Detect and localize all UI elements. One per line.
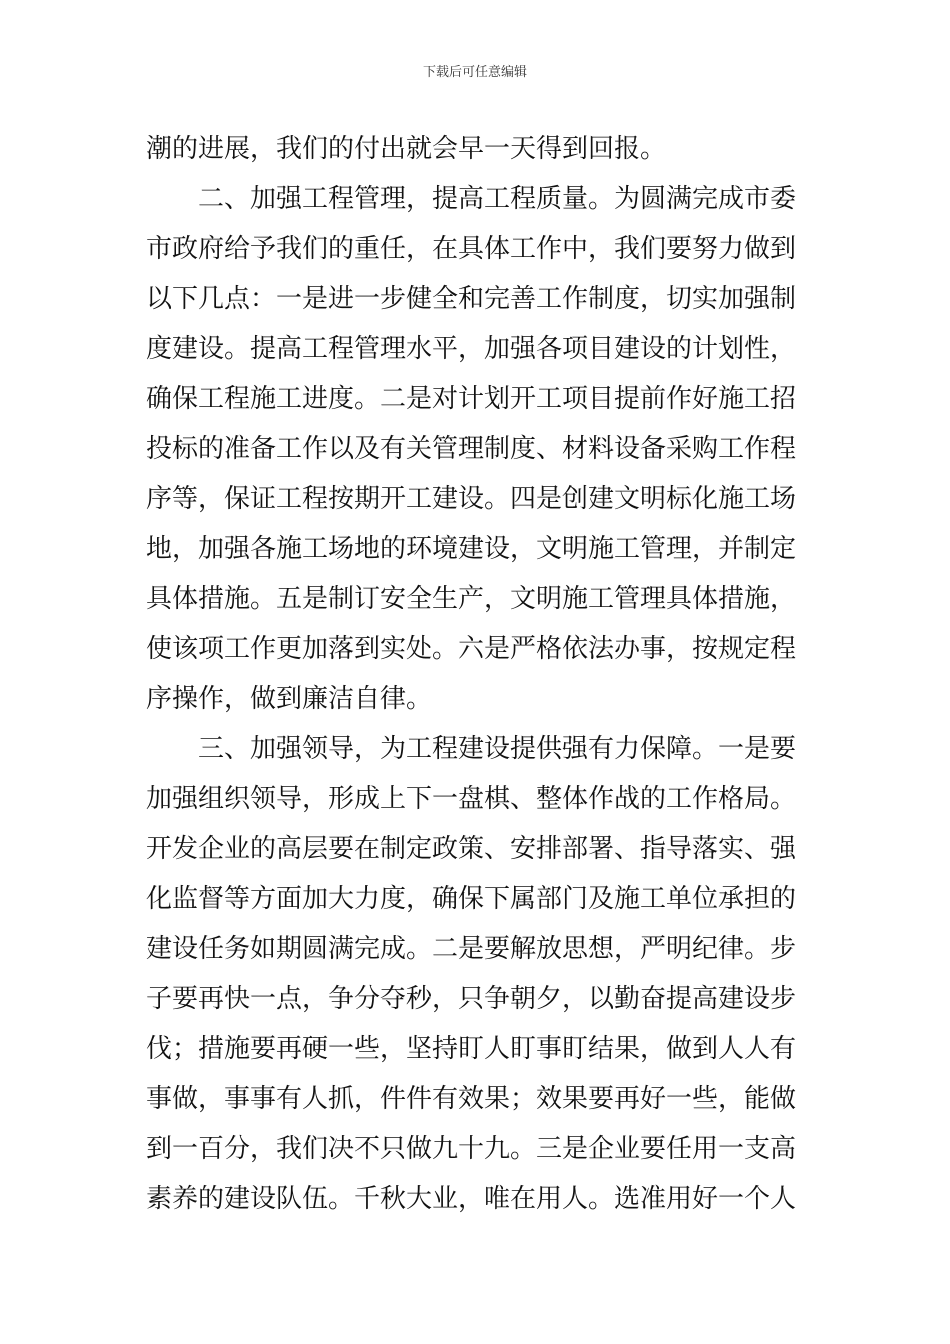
text-line: 素养的建设队伍。千秋大业，唯在用人。选准用好一个人 [146, 1184, 797, 1214]
text-line: 事做，事事有人抓，件件有效果；效果要再好一些，能做 [146, 1084, 797, 1114]
text-line: 地，加强各施工场地的环境建设，文明施工管理，并制定 [146, 534, 797, 564]
text-line: 确保工程施工进度。二是对计划开工项目提前作好施工招 [146, 384, 797, 414]
text-line: 建设任务如期圆满完成。二是要解放思想，严明纪律。步 [146, 934, 797, 964]
text-line: 子要再快一点，争分夺秒，只争朝夕，以勤奋提高建设步 [146, 984, 797, 1014]
text-line: 投标的准备工作以及有关管理制度、材料设备采购工作程 [146, 434, 797, 464]
page-header: 下载后可任意编辑 [422, 65, 527, 80]
text-line: 市政府给予我们的重任，在具体工作中，我们要努力做到 [146, 234, 797, 264]
text-line: 化监督等方面加大力度，确保下属部门及施工单位承担的 [146, 884, 797, 914]
text-line: 使该项工作更加落到实处。六是严格依法办事，按规定程 [146, 634, 797, 664]
text-line: 序等，保证工程按期开工建设。四是创建文明标化施工场 [146, 484, 797, 514]
document-body [146, 124, 806, 1224]
text-line: 序操作，做到廉洁自律。 [146, 684, 433, 714]
text-line: 开发企业的高层要在制定政策、安排部署、指导落实、强 [146, 834, 797, 864]
paragraph-start-line: 二、加强工程管理，提高工程质量。为圆满完成市委 [198, 184, 797, 214]
text-line: 度建设。提高工程管理水平，加强各项目建设的计划性， [146, 334, 797, 364]
text-line: 潮的进展，我们的付出就会早一天得到回报。 [146, 134, 667, 164]
paragraph-start-line: 三、加强领导，为工程建设提供强有力保障。一是要 [198, 734, 797, 764]
text-line: 以下几点：一是进一步健全和完善工作制度，切实加强制 [146, 284, 797, 314]
text-line: 具体措施。五是制订安全生产，文明施工管理具体措施， [146, 584, 797, 614]
text-line: 加强组织领导，形成上下一盘棋、整体作战的工作格局。 [146, 784, 797, 814]
text-line: 到一百分，我们决不只做九十九。三是企业要任用一支高 [146, 1134, 797, 1164]
text-line: 伐；措施要再硬一些，坚持盯人盯事盯结果，做到人人有 [146, 1034, 797, 1064]
